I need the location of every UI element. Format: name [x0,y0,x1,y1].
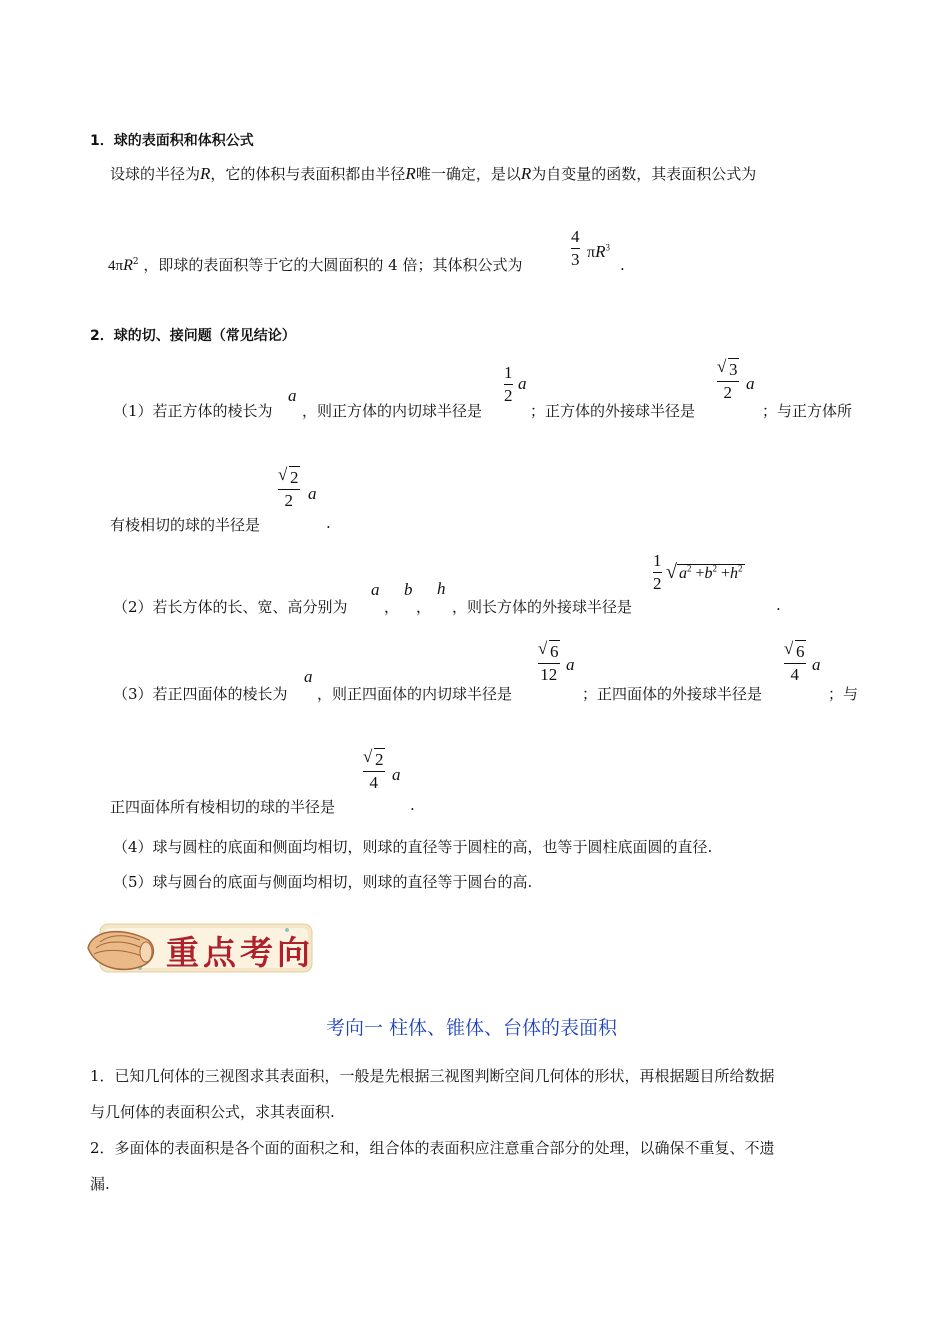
item3-end: . [410,796,415,814]
topic1-p1-line1: 1．已知几何体的三视图求其表面积，一般是先根据三视图判断空间几何体的形状，再根据题目所给数据 [90,1067,775,1085]
item1-frac2: √ 3 2 [717,357,738,402]
item1-line2: 有棱相切的球的半径是 [110,516,261,534]
item1-sep2: ；与正方体所 [762,402,853,420]
item2-radical: √ $a^2 +b^2 +h^2$ [666,561,743,583]
item3-text-b: ，则正四面体的内切球半径是 [317,685,513,703]
item1-frac3-var: a [308,484,317,503]
item1-sep1: ；正方体的外接球半径是 [530,402,696,420]
item2-frac: 1 2 [653,551,662,593]
item3-line2: 正四面体所有棱相切的球的半径是 [110,798,336,816]
item1-frac3: √ 2 2 [278,465,299,510]
item3-frac3: √ 2 4 [363,747,384,792]
banner-title: 重点考向 [166,933,314,972]
volume-fraction: 4 3 [571,227,580,269]
item1-frac1: 1 2 [504,363,513,405]
item1-text-a: （1）若正方体的棱长为 [113,402,273,420]
item3-sep2: ；与 [828,685,859,703]
item1-var-a: a [288,386,297,405]
item4: （4）球与圆柱的底面和侧面均相切，则球的直径等于圆柱的高，也等于圆柱底面圆的直径. [113,838,713,856]
item3-frac1: √ 6 12 [538,639,559,684]
period: . [620,256,625,274]
item2-comma1: ， [384,598,400,616]
section2-heading: 2．球的切、接问题（常见结论） [90,328,296,344]
section1-heading: 1．球的表面积和体积公式 [90,133,254,149]
item2-var-a: a [371,580,380,599]
item3-frac3-var: a [392,765,401,784]
topic1-title: 考向一 柱体、锥体、台体的表面积 [326,1017,618,1039]
item3-frac1-var: a [566,655,575,674]
item1-frac2-var: a [746,374,755,393]
item2-comma2: ， [416,598,432,616]
item2-text-b: ，则长方体的外接球半径是 [452,598,633,616]
item2-var-h: h [437,579,446,598]
item3-sep1: ；正四面体的外接球半径是 [582,685,763,703]
item3-frac2-var: a [812,655,821,674]
item2-text-a: （2）若长方体的长、宽、高分别为 [113,598,348,616]
topic1-p2-line2: 漏. [90,1175,110,1193]
shell-icon [88,932,153,970]
item5: （5）球与圆台的底面与侧面均相切，则球的直径等于圆台的高. [113,873,533,891]
topic1-p2-line1: 2．多面体的表面积是各个面的面积之和，组合体的表面积应注意重合部分的处理，以确保不重复、不遗 [90,1139,775,1157]
item3-var-a: a [304,667,313,686]
volume-tail: $\pi R^3$ [587,242,610,261]
item1-frac1-var: a [518,374,527,393]
key-topics-banner [82,918,314,978]
item3-frac2: √ 6 4 [784,639,805,684]
item2-var-b: b [404,580,413,599]
section1-line1: 设球的半径为R，它的体积与表面积都由半径R唯一确定，是以R为自变量的函数，其表面积公式为 [110,164,757,183]
topic1-p1-line2: 与几何体的表面积公式，求其表面积. [90,1103,335,1121]
section1-line2: $4\pi R^2$ ，即球的表面积等于它的大圆面积的 4 倍；其体积公式为 [108,256,523,274]
item1-end: . [326,514,331,532]
item2-end: . [776,596,781,614]
item1-text-b: ，则正方体的内切球半径是 [302,402,483,420]
item3-text-a: （3）若正四面体的棱长为 [113,685,288,703]
